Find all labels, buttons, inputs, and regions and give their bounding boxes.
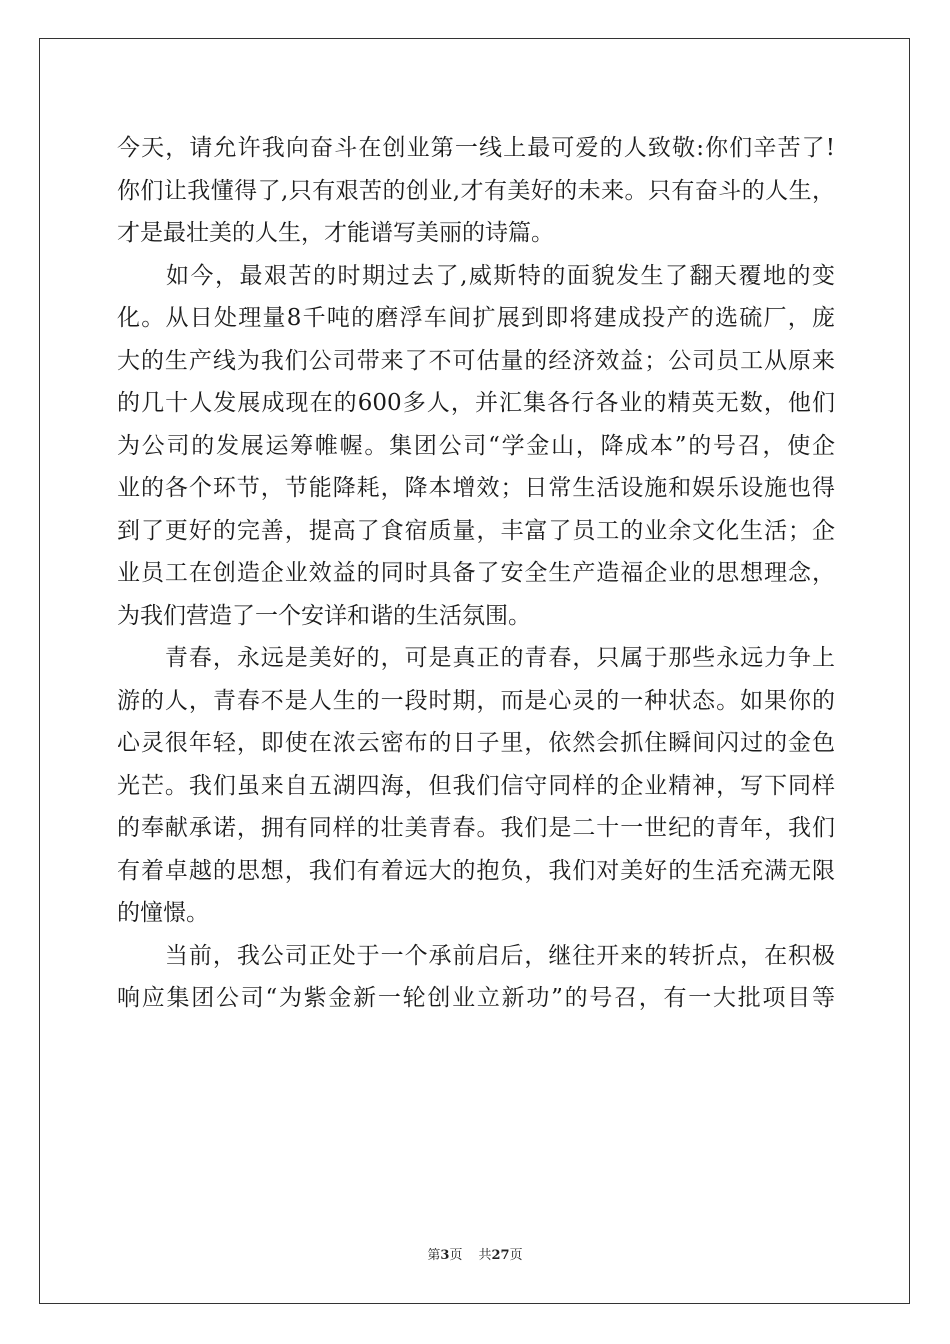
text-line: 业的各个环节，节能降耗，降本增效；日常生活设施和娱乐设施也得 [117, 475, 835, 501]
text-line: 心灵很年轻，即使在浓云密布的日子里，依然会抓住瞬间闪过的金色 [117, 730, 835, 756]
text-line: 到了更好的完善，提高了食宿质量，丰富了员工的业余文化生活；企 [117, 517, 835, 544]
text-line: 你们让我懂得了,只有艰苦的创业,才有美好的未来。只有奋斗的人生， [117, 177, 835, 204]
text-line: 青春，永远是美好的，可是真正的青春，只属于那些永远力争上 [117, 645, 835, 671]
text-line: 当前，我公司正处于一个承前启后，继往开来的转折点，在积极 [117, 942, 835, 969]
text-line: 的几十人发展成现在的600多人，并汇集各行各业的精英无数，他们 [117, 390, 835, 416]
text-line: 的憧憬。 [117, 900, 209, 926]
text-line: 如今，最艰苦的时期过去了,威斯特的面貌发生了翻天覆地的变 [117, 262, 835, 289]
text-line: 大的生产线为我们公司带来了不可估量的经济效益；公司员工从原来 [117, 347, 835, 374]
text-line: 为我们营造了一个安详和谐的生活氛围。 [117, 602, 531, 629]
text-line: 有着卓越的思想，我们有着远大的抱负，我们对美好的生活充满无限 [117, 857, 835, 884]
page-suffix: 页 [449, 1248, 463, 1263]
page-prefix: 第 [427, 1248, 441, 1263]
total-prefix: 共 [478, 1248, 492, 1263]
total-pages: 27 [491, 1248, 510, 1263]
document-body [117, 127, 835, 1020]
text-line: 游的人，青春不是人生的一段时期，而是心灵的一种状态。如果你的 [117, 687, 835, 714]
text-line: 响应集团公司“为紫金新一轮创业立新功”的号召，有一大批项目等 [117, 985, 835, 1011]
text-line: 今天，请允许我向奋斗在创业第一线上最可爱的人致敬:你们辛苦了! [117, 135, 835, 161]
total-suffix: 页 [509, 1248, 523, 1263]
page-footer [0, 1248, 950, 1264]
text-line: 才是最壮美的人生，才能谱写美丽的诗篇。 [117, 220, 554, 246]
page-number: 3 [440, 1248, 450, 1263]
text-line: 业员工在创造企业效益的同时具备了安全生产造福企业的思想理念， [117, 560, 835, 586]
text-line: 化。从日处理量8千吨的磨浮车间扩展到即将建成投产的选硫厂，庞 [117, 305, 835, 331]
text-line: 为公司的发展运筹帷幄。集团公司“学金山，降成本”的号召，使企 [117, 432, 835, 459]
text-line: 的奉献承诺，拥有同样的壮美青春。我们是二十一世纪的青年，我们 [117, 815, 835, 841]
text-line: 光芒。我们虽来自五湖四海，但我们信守同样的企业精神，写下同样 [117, 772, 835, 799]
